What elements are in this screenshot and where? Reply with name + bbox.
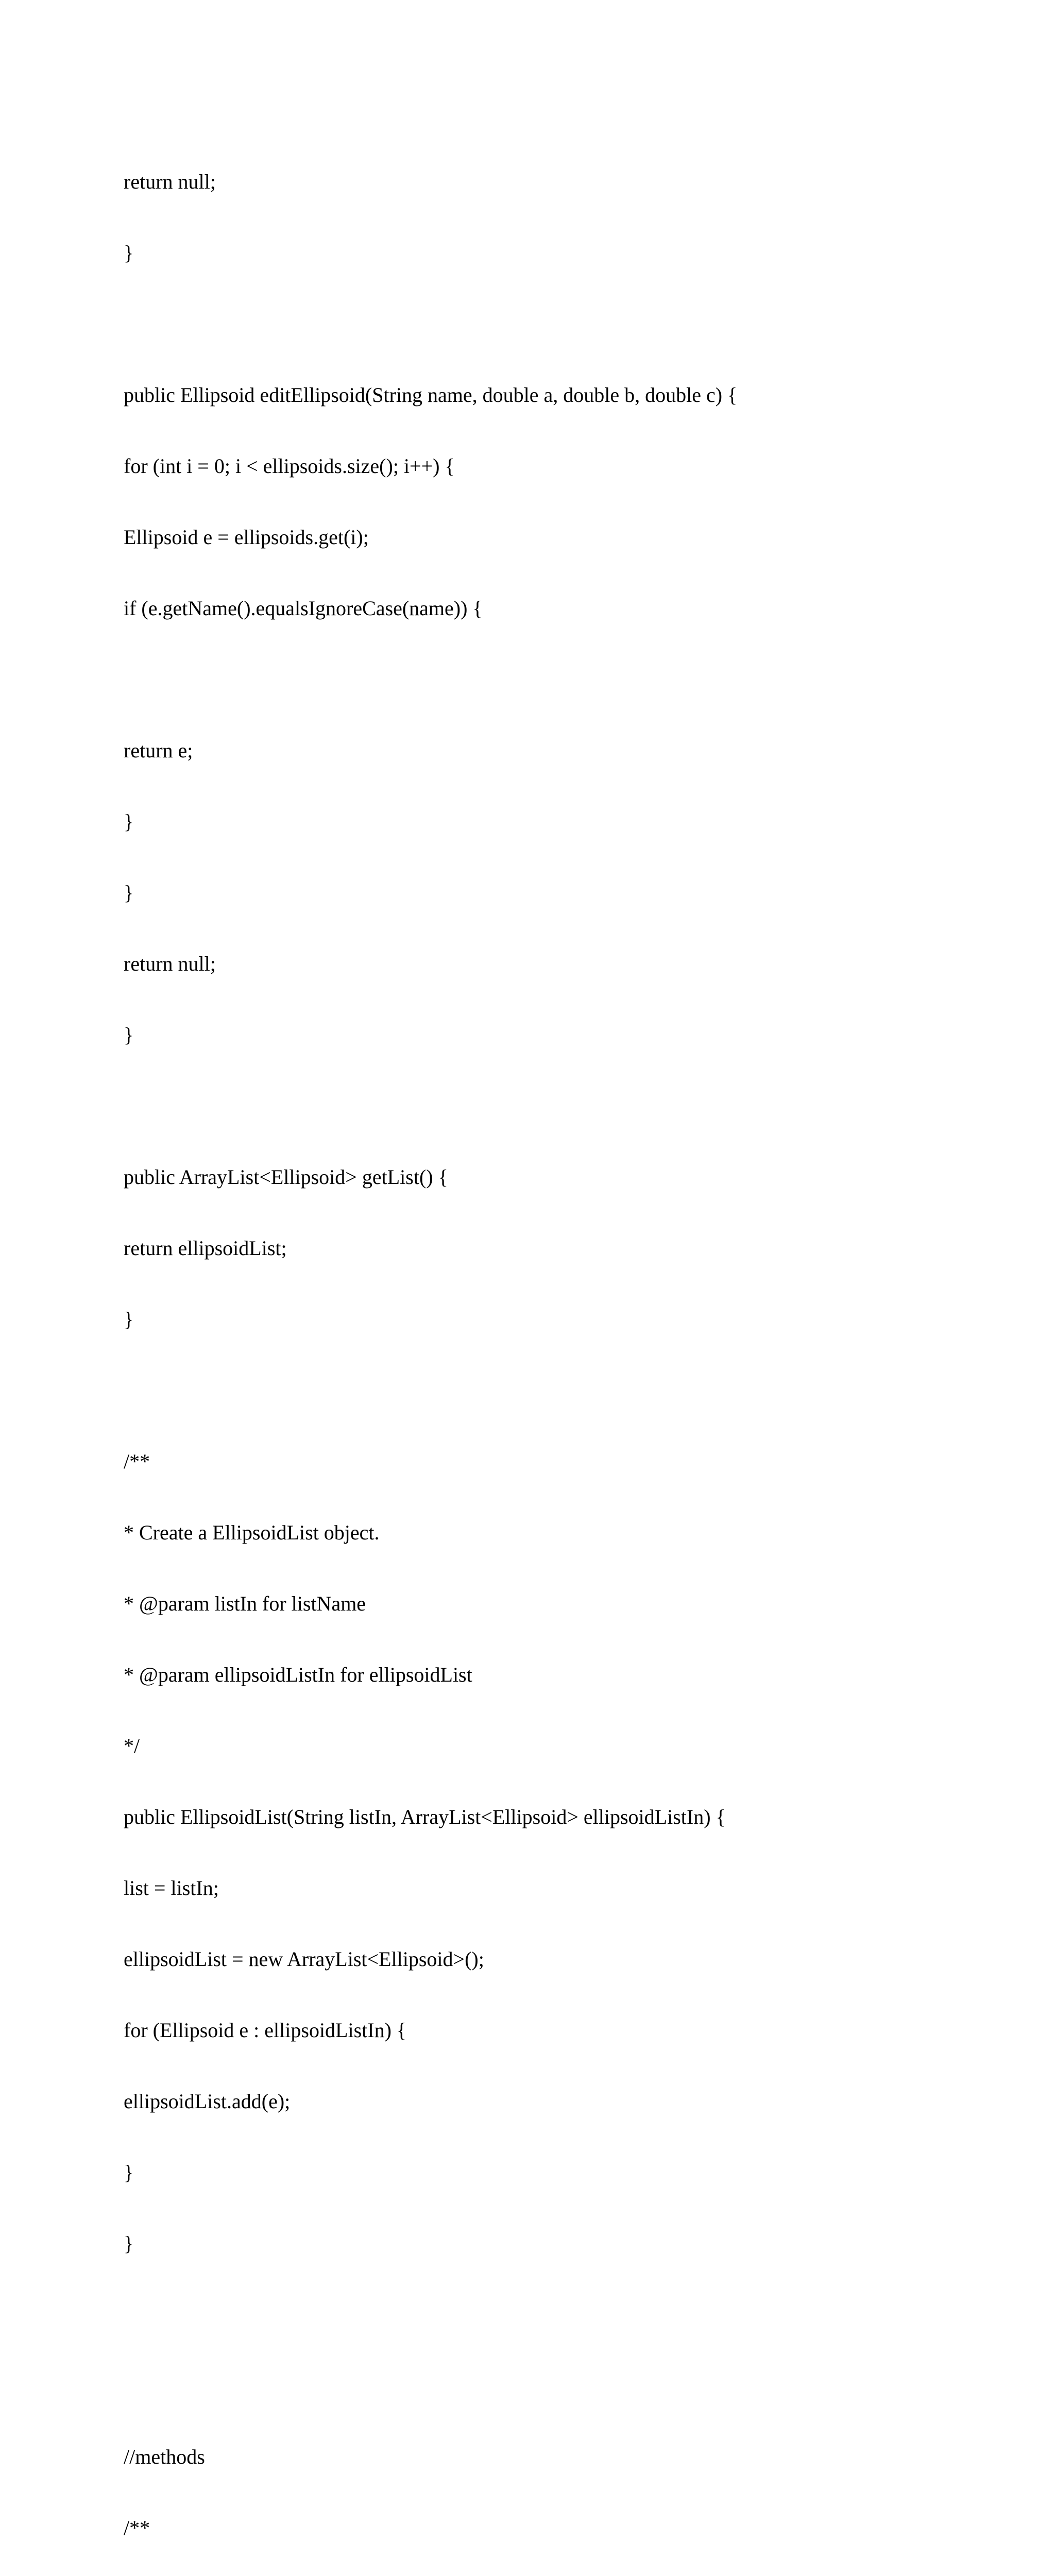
blank-line <box>124 2303 999 2327</box>
blank-line <box>124 1094 999 1118</box>
code-line: /** <box>124 1450 150 1473</box>
code-line: * @param listIn for listName <box>124 1592 366 1615</box>
blank-line <box>124 2374 999 2398</box>
code-line: public Ellipsoid editEllipsoid(String name, double a, double b, double c) { <box>124 383 738 406</box>
code-line: list = listIn; <box>124 1876 219 1900</box>
code-line: ellipsoidList = new ArrayList<Ellipsoid>(); <box>124 1947 484 1971</box>
code-line: if (e.getName().equalsIgnoreCase(name)) { <box>124 597 483 620</box>
code-line: return e; <box>124 739 193 762</box>
code-line: * @param ellipsoidListIn for ellipsoidList <box>124 1663 472 1686</box>
blank-line <box>124 1379 999 1402</box>
code-line: public EllipsoidList(String listIn, ArrayList<Ellipsoid> ellipsoidListIn) { <box>124 1805 726 1828</box>
code-line: ellipsoidList.add(e); <box>124 2090 291 2113</box>
code-line: public ArrayList<Ellipsoid> getList() { <box>124 1165 448 1189</box>
code-line: for (Ellipsoid e : ellipsoidListIn) { <box>124 2019 407 2042</box>
code-text-block <box>124 123 999 2576</box>
code-line: } <box>124 1308 134 1331</box>
code-line: return null; <box>124 170 216 193</box>
blank-line <box>124 668 999 691</box>
code-line: //methods <box>124 2445 205 2468</box>
code-line: } <box>124 2232 134 2255</box>
code-line: return null; <box>124 952 216 975</box>
code-line: } <box>124 2161 134 2184</box>
code-line: } <box>124 241 134 264</box>
blank-line <box>124 312 999 336</box>
code-line: } <box>124 810 134 833</box>
code-line: /** <box>124 2516 150 2539</box>
code-line: Ellipsoid e = ellipsoids.get(i); <box>124 526 369 549</box>
code-line: * Create a EllipsoidList object. <box>124 1521 380 1544</box>
code-line: */ <box>124 1734 140 1757</box>
code-line: } <box>124 881 134 904</box>
code-line: return ellipsoidList; <box>124 1236 287 1260</box>
code-line: for (int i = 0; i < ellipsoids.size(); i++) { <box>124 454 455 478</box>
code-line: } <box>124 1023 134 1046</box>
